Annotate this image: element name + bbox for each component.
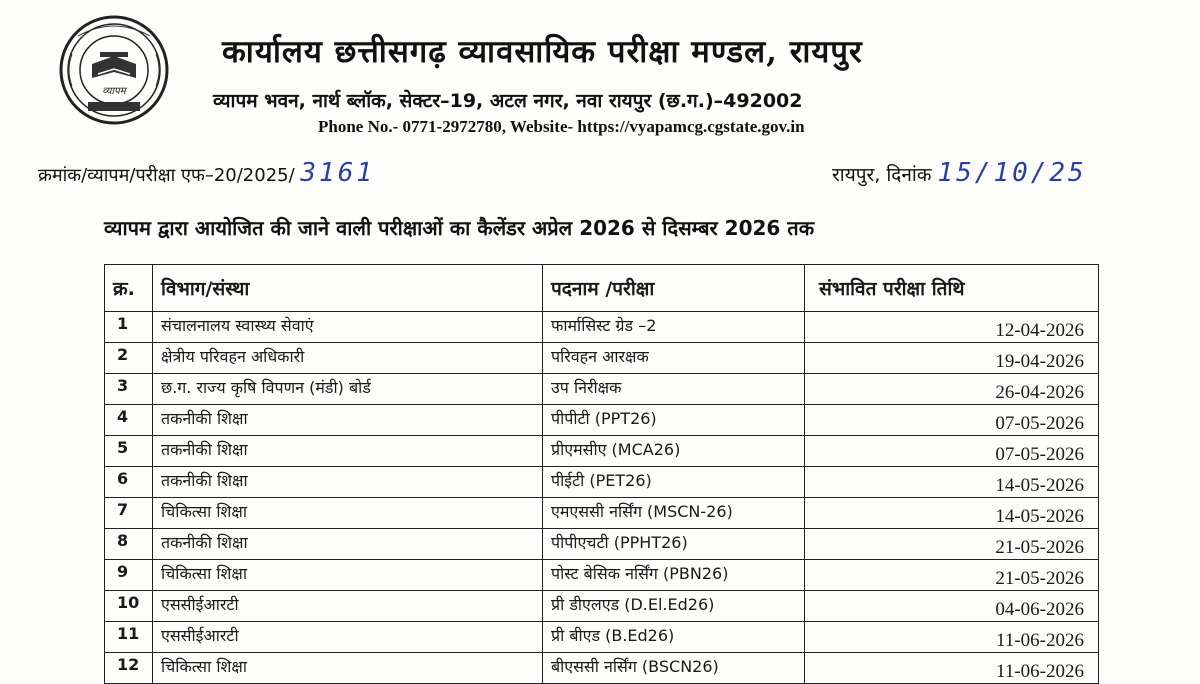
row-department: चिकित्सा शिक्षा [153,498,543,529]
table-header-row [105,265,1099,312]
row-exam-date: 14-05-2026 [805,467,1099,498]
row-post-exam: प्री डीएलएड (D.El.Ed26) [543,591,805,622]
row-post-exam: एमएससी नर्सिंग (MSCN-26) [543,498,805,529]
row-exam-date: 07-05-2026 [805,405,1099,436]
row-exam-date: 26-04-2026 [805,374,1099,405]
subject-line: व्यापम द्वारा आयोजित की जाने वाली परीक्षाओं का कैलेंडर अप्रेल 2026 से दिसम्बर 2026 तक [104,216,815,240]
reference-text: क्रमांक/व्यापम/परीक्षा एफ–20/2025/ [38,165,295,186]
row-department: एससीईआरटी [153,591,543,622]
row-department: तकनीकी शिक्षा [153,436,543,467]
row-sr-number: 7 [105,498,153,529]
row-exam-date: 19-04-2026 [805,343,1099,374]
table-row [105,343,1099,374]
row-sr-number: 1 [105,312,153,343]
emblem-icon [58,14,170,126]
office-address: व्यापम भवन, नार्थ ब्लॉक, सेक्टर–19, अटल नगर, नवा रायपुर (छ.ग.)–492002 [213,90,803,112]
row-post-exam: पीईटी (PET26) [543,467,805,498]
row-department: चिकित्सा शिक्षा [153,560,543,591]
row-exam-date: 04-06-2026 [805,591,1099,622]
row-post-exam: पीपीएचटी (PPHT26) [543,529,805,560]
handwritten-ref-number: 3161 [300,158,376,188]
row-department: तकनीकी शिक्षा [153,529,543,560]
row-sr-number: 11 [105,622,153,653]
table-row [105,498,1099,529]
row-exam-date: 11-06-2026 [805,653,1099,684]
table-body [105,312,1099,684]
table-row [105,653,1099,684]
table-row [105,529,1099,560]
row-exam-date: 21-05-2026 [805,529,1099,560]
row-sr-number: 10 [105,591,153,622]
logo-text: व्यापम [102,86,126,97]
row-exam-date: 07-05-2026 [805,436,1099,467]
table-row [105,591,1099,622]
table-row [105,560,1099,591]
reference-number [38,158,375,188]
row-exam-date: 21-05-2026 [805,560,1099,591]
row-sr-number: 6 [105,467,153,498]
table-row [105,622,1099,653]
row-post-exam: पीपीटी (PPT26) [543,405,805,436]
row-department: तकनीकी शिक्षा [153,467,543,498]
row-sr-number: 3 [105,374,153,405]
row-department: क्षेत्रीय परिवहन अधिकारी [153,343,543,374]
office-contact: Phone No.- 0771-2972780, Website- https://vyapamcg.cgstate.gov.in [318,117,805,136]
table-row [105,312,1099,343]
table-row [105,436,1099,467]
exam-calendar-table [104,264,1099,684]
header-post-exam: पदनाम /परीक्षा [543,265,805,312]
table-row [105,374,1099,405]
table-row [105,405,1099,436]
row-department: चिकित्सा शिक्षा [153,653,543,684]
row-post-exam: परिवहन आरक्षक [543,343,805,374]
row-post-exam: प्रीएमसीए (MCA26) [543,436,805,467]
row-department: संचालनालय स्वास्थ्य सेवाएं [153,312,543,343]
row-sr-number: 9 [105,560,153,591]
row-post-exam: पोस्ट बेसिक नर्सिंग (PBN26) [543,560,805,591]
row-exam-date: 12-04-2026 [805,312,1099,343]
date-label: रायपुर, दिनांक [832,164,932,186]
row-department: तकनीकी शिक्षा [153,405,543,436]
row-sr-number: 8 [105,529,153,560]
row-department: छ.ग. राज्य कृषि विपणन (मंडी) बोर्ड [153,374,543,405]
office-title: कार्यालय छत्तीसगढ़ व्यावसायिक परीक्षा मण्डल, रायपुर [222,34,863,70]
header-department: विभाग/संस्था [153,265,543,312]
row-sr-number: 2 [105,343,153,374]
header-exam-date: संभावित परीक्षा तिथि [805,265,1099,312]
row-exam-date: 11-06-2026 [805,622,1099,653]
row-department: एससीईआरटी [153,622,543,653]
handwritten-date: 15/10/25 [937,158,1087,188]
row-post-exam: फार्मासिस्ट ग्रेड –2 [543,312,805,343]
row-post-exam: उप निरीक्षक [543,374,805,405]
row-post-exam: प्री बीएड (B.Ed26) [543,622,805,653]
row-sr-number: 4 [105,405,153,436]
row-sr-number: 12 [105,653,153,684]
row-exam-date: 14-05-2026 [805,498,1099,529]
table-row [105,467,1099,498]
letter-date [832,158,1087,188]
row-post-exam: बीएससी नर्सिंग (BSCN26) [543,653,805,684]
vyapam-logo [58,14,170,126]
row-sr-number: 5 [105,436,153,467]
header-sr: क्र. [105,265,153,312]
